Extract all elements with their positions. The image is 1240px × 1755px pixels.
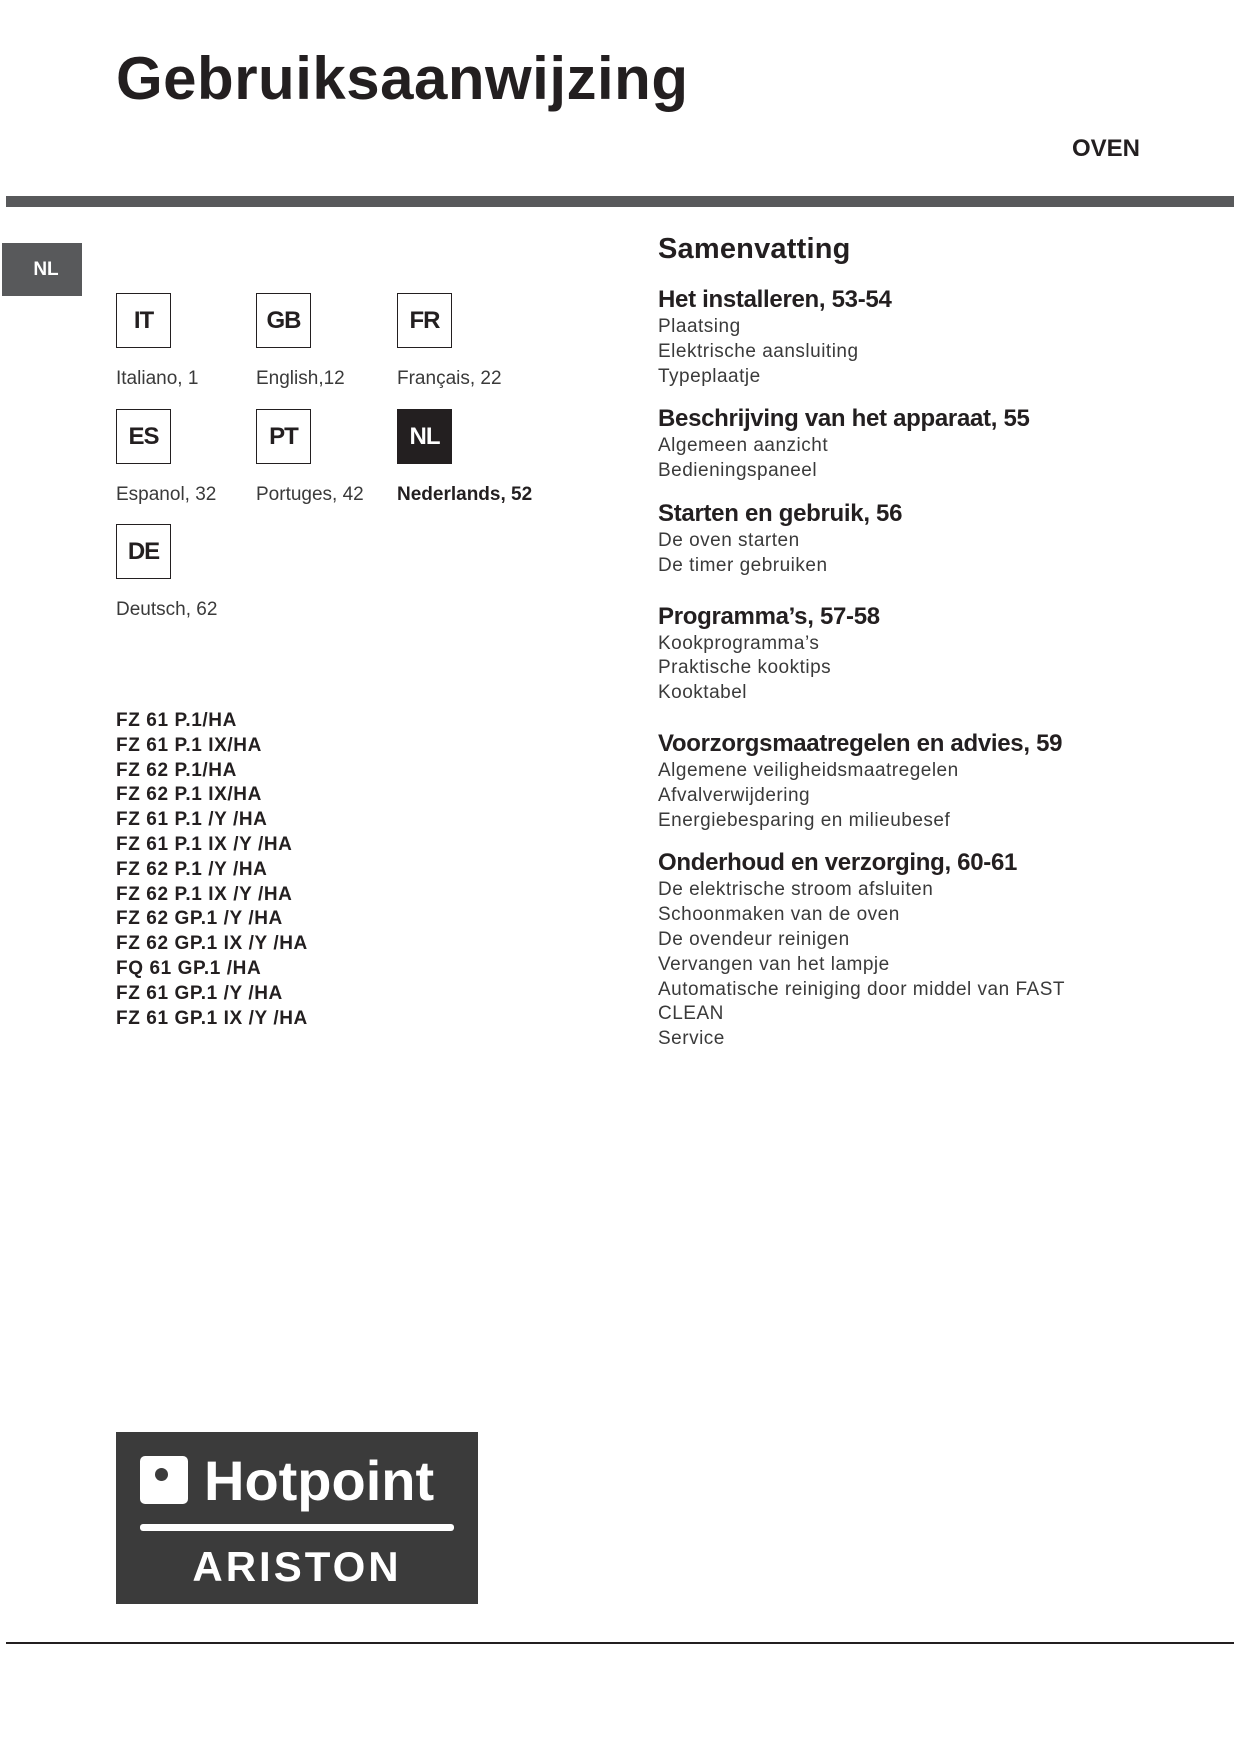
language-fr (397, 293, 557, 390)
language-label: Français, 22 (397, 368, 502, 389)
toc-item: Kookprogramma’s (658, 632, 820, 654)
language-tab: NL (2, 243, 82, 296)
toc-section-description (658, 403, 1218, 484)
toc-item: Automatische reiniging door middel van FAST (658, 978, 1065, 1000)
header-divider (6, 196, 1234, 207)
language-de (116, 524, 276, 621)
toc-heading: Voorzorgsmaatregelen en advies, 59 (658, 729, 1063, 757)
model-number: FZ 62 P.1 /Y /HA (116, 858, 268, 880)
table-of-contents (658, 233, 1218, 1066)
toc-item: Algemeen aanzicht (658, 435, 829, 457)
toc-item: Energiebesparing en milieubesef (658, 809, 951, 831)
toc-item: Kooktabel (658, 682, 748, 704)
toc-item: De ovendeur reinigen (658, 928, 850, 950)
toc-section-programs (658, 601, 1218, 706)
toc-item: Afvalverwijdering (658, 784, 811, 806)
toc-item: Algemene veiligheidsmaatregelen (658, 759, 959, 781)
toc-item: Schoonmaken van de oven (658, 904, 900, 926)
brand-name-primary: Hotpoint (204, 1449, 435, 1512)
model-number: FZ 62 GP.1 /Y /HA (116, 908, 283, 930)
model-number: FZ 62 GP.1 IX /Y /HA (116, 933, 308, 955)
toc-item: De oven starten (658, 529, 800, 551)
language-es (116, 409, 276, 506)
toc-item: Vervangen van het lampje (658, 953, 890, 975)
language-label: English,12 (256, 368, 345, 389)
language-label: Portuges, 42 (256, 484, 364, 505)
footer-divider (6, 1642, 1234, 1644)
language-code-box: FR (397, 293, 452, 348)
toc-section-installation (658, 284, 1218, 389)
toc-item: Plaatsing (658, 316, 741, 337)
brand-logo (116, 1432, 478, 1604)
brand-name-secondary: ARISTON (192, 1543, 402, 1590)
toc-item: Elektrische aansluiting (658, 340, 859, 362)
model-number: FZ 62 P.1 IX/HA (116, 784, 262, 806)
product-type: OVEN (1071, 135, 1140, 162)
toc-item: Praktische kooktips (658, 657, 832, 679)
toc-item: Bedieningspaneel (658, 460, 818, 482)
language-code-box: PT (256, 409, 311, 464)
language-label: Deutsch, 62 (116, 599, 218, 620)
toc-heading: Starten en gebruik, 56 (658, 499, 903, 527)
language-code-box: ES (116, 409, 171, 464)
toc-heading: Beschrijving van het apparaat, 55 (658, 405, 1030, 433)
language-nl (397, 409, 557, 506)
toc-title: Samenvatting (658, 233, 851, 265)
toc-item: De timer gebruiken (658, 554, 828, 576)
language-code-box: DE (116, 524, 171, 579)
model-number: FZ 62 P.1 IX /Y /HA (116, 883, 293, 905)
toc-item: CLEAN (658, 1003, 724, 1025)
model-number: FZ 61 P.1 IX/HA (116, 734, 262, 756)
toc-heading: Programma’s, 57-58 (658, 602, 880, 630)
toc-item: Typeplaatje (658, 365, 761, 387)
model-number: FZ 62 P.1/HA (116, 759, 237, 781)
model-number: FQ 61 GP.1 /HA (116, 957, 262, 979)
model-number: FZ 61 P.1/HA (116, 710, 237, 731)
model-number: FZ 61 P.1 IX /Y /HA (116, 833, 293, 855)
language-label: Italiano, 1 (116, 368, 199, 389)
language-gb (256, 293, 416, 390)
logo-divider (140, 1524, 454, 1531)
toc-heading: Het installeren, 53-54 (658, 286, 892, 313)
brand-mark-icon (140, 1456, 188, 1504)
toc-section-start-use (658, 498, 1218, 579)
language-pt (256, 409, 416, 506)
language-code-box: IT (116, 293, 171, 348)
model-number: FZ 61 GP.1 IX /Y /HA (116, 1007, 308, 1029)
language-code-box: GB (256, 293, 311, 348)
model-number: FZ 61 GP.1 /Y /HA (116, 982, 283, 1004)
toc-heading: Onderhoud en verzorging, 60-61 (658, 849, 1018, 877)
language-label-active: Nederlands, 52 (397, 484, 533, 505)
document-title: Gebruiksaanwijzing (116, 45, 689, 112)
toc-item: De elektrische stroom afsluiten (658, 879, 934, 901)
toc-item: Service (658, 1028, 725, 1050)
model-number: FZ 61 P.1 /Y /HA (116, 809, 268, 831)
toc-section-maintenance (658, 847, 1218, 1052)
toc-section-precautions (658, 728, 1218, 833)
language-label: Espanol, 32 (116, 484, 217, 505)
language-code-box-active: NL (397, 409, 452, 464)
model-list (116, 709, 308, 1031)
language-it (116, 293, 276, 390)
